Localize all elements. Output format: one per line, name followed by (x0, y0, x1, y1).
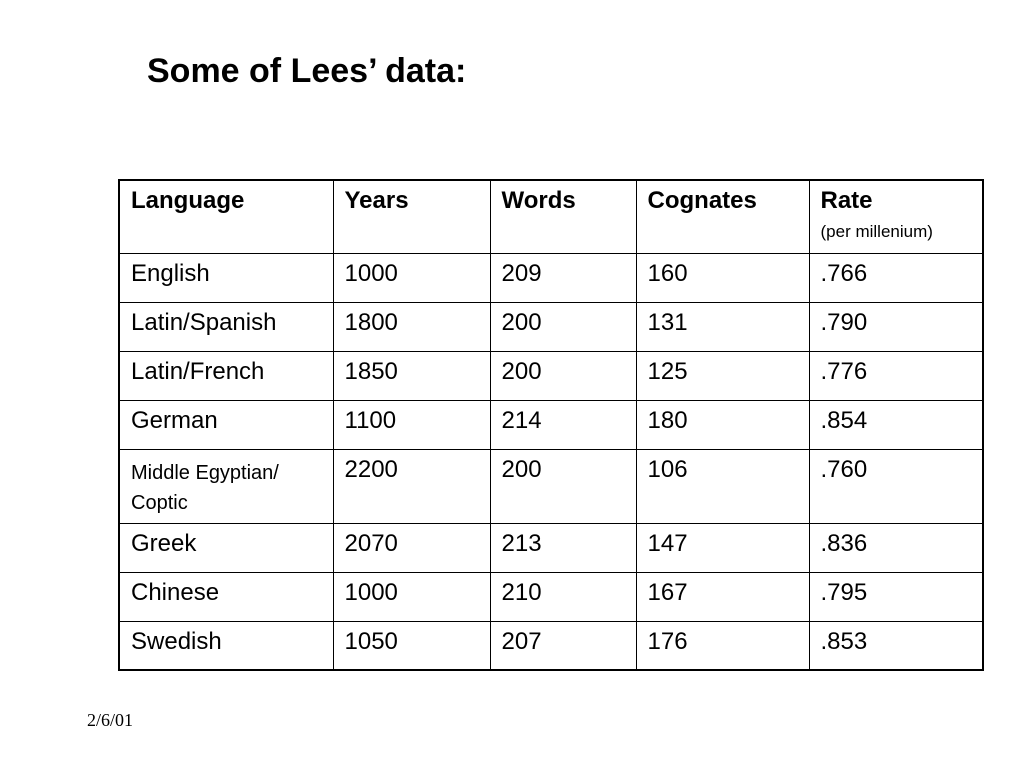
header-rate-unit: (per millenium) (820, 222, 933, 241)
cell-words: 200 (490, 351, 636, 400)
cell-words: 210 (490, 572, 636, 621)
header-words: Words (490, 180, 636, 253)
table-header-row (119, 180, 983, 253)
cell-rate: .776 (809, 351, 983, 400)
cell-cognates: 131 (636, 302, 809, 351)
cell-years: 2070 (333, 523, 490, 572)
table-row (119, 253, 983, 302)
cell-rate: .853 (809, 621, 983, 670)
cell-years: 1000 (333, 572, 490, 621)
cell-language: Greek (119, 523, 333, 572)
cell-cognates: 176 (636, 621, 809, 670)
table-row (119, 572, 983, 621)
header-rate (809, 180, 983, 253)
table-row (119, 400, 983, 449)
cell-years: 2200 (333, 449, 490, 523)
table-row (119, 621, 983, 670)
header-years: Years (333, 180, 490, 253)
cell-language: Latin/French (119, 351, 333, 400)
header-cognates: Cognates (636, 180, 809, 253)
table-row (119, 302, 983, 351)
cell-words: 213 (490, 523, 636, 572)
cell-rate: .836 (809, 523, 983, 572)
cell-years: 1100 (333, 400, 490, 449)
cell-rate: .795 (809, 572, 983, 621)
table-row (119, 523, 983, 572)
cell-rate: .790 (809, 302, 983, 351)
cell-language: Middle Egyptian/ Coptic (119, 449, 333, 523)
cell-years: 1000 (333, 253, 490, 302)
table-row (119, 449, 983, 523)
slide-title: Some of Lees’ data: (147, 52, 467, 90)
cell-years: 1050 (333, 621, 490, 670)
cell-cognates: 167 (636, 572, 809, 621)
cell-language: English (119, 253, 333, 302)
cell-cognates: 180 (636, 400, 809, 449)
cell-words: 200 (490, 449, 636, 523)
lees-data-table (118, 179, 984, 671)
footer-date: 2/6/01 (87, 710, 134, 730)
cell-cognates: 106 (636, 449, 809, 523)
cell-cognates: 147 (636, 523, 809, 572)
cell-language: German (119, 400, 333, 449)
cell-years: 1800 (333, 302, 490, 351)
cell-rate: .760 (809, 449, 983, 523)
cell-language: Swedish (119, 621, 333, 670)
cell-cognates: 160 (636, 253, 809, 302)
cell-language: Chinese (119, 572, 333, 621)
cell-rate: .766 (809, 253, 983, 302)
header-rate-label: Rate (820, 187, 873, 214)
cell-cognates: 125 (636, 351, 809, 400)
header-language: Language (119, 180, 333, 253)
cell-language: Latin/Spanish (119, 302, 333, 351)
cell-words: 200 (490, 302, 636, 351)
table-row (119, 351, 983, 400)
cell-words: 214 (490, 400, 636, 449)
cell-words: 207 (490, 621, 636, 670)
cell-words: 209 (490, 253, 636, 302)
cell-years: 1850 (333, 351, 490, 400)
cell-rate: .854 (809, 400, 983, 449)
